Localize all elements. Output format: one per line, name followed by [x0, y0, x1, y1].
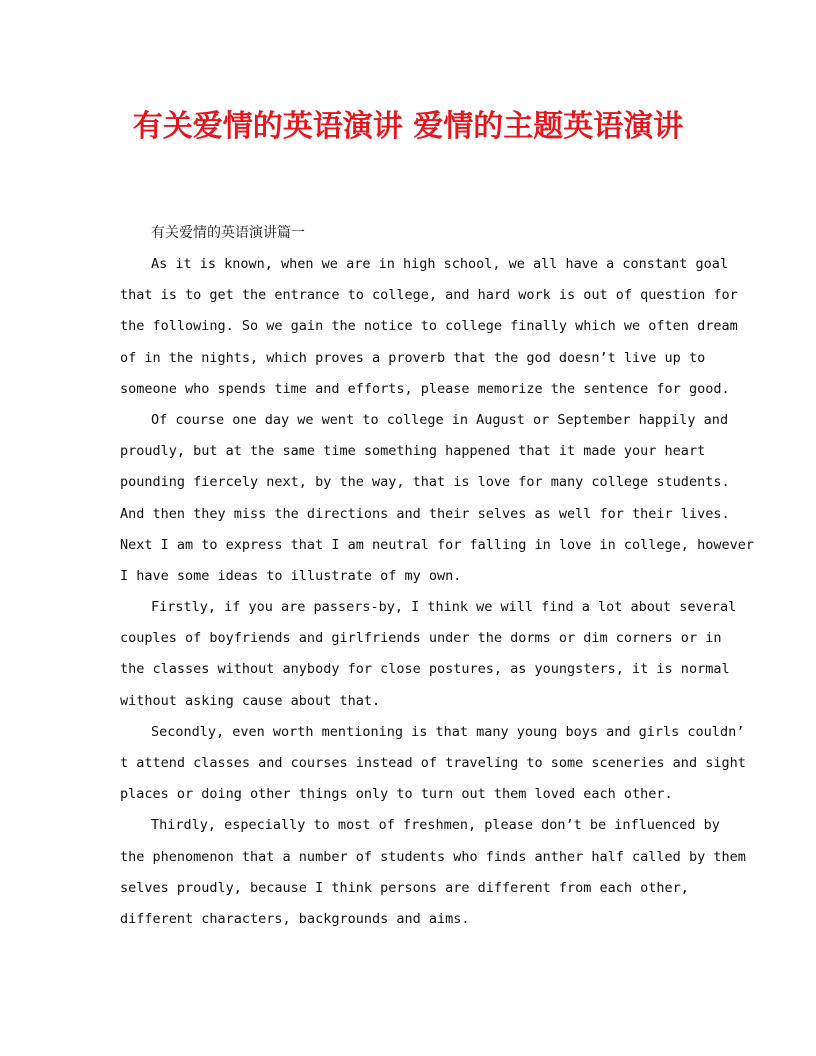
text-line: And then they miss the directions and their selves as well for their lives. [120, 505, 730, 522]
text-line: proudly, but at the same time something happened that it made your heart [120, 443, 706, 460]
paragraph-5 [120, 810, 746, 935]
text-line: Secondly, even worth mentioning is that many young boys and girls couldn’ [151, 723, 745, 740]
text-line: Firstly, if you are passers-by, I think we will find a lot about several [151, 599, 737, 616]
paragraph-1 [120, 249, 738, 405]
text-line: selves proudly, because I think persons are different from each other, [120, 879, 689, 896]
text-line: I have some ideas to illustrate of my own. [120, 567, 462, 584]
text-line: Of course one day we went to college in August or September happily and [151, 411, 729, 428]
paragraph-2 [120, 405, 754, 592]
paragraph-3 [120, 592, 737, 717]
section-heading: 有关爱情的英语演讲篇一 [151, 225, 305, 241]
text-line: Thirdly, especially to most of freshmen, please don’t be influenced by [151, 817, 720, 834]
text-line: pounding fiercely next, by the way, that is love for many college students. [120, 474, 730, 491]
document-body [120, 218, 754, 935]
text-line: places or doing other things only to turn out them loved each other. [120, 786, 673, 803]
text-line: t attend classes and courses instead of traveling to some sceneries and sight [120, 755, 746, 771]
text-line: the following. So we gain the notice to college finally which we often dream [120, 318, 738, 335]
text-line: someone who spends time and efforts, please memorize the sentence for good. [120, 380, 730, 397]
text-line: of in the nights, which proves a proverb that the god doesn’t live up to [120, 349, 706, 366]
paragraph-4 [120, 717, 746, 811]
text-line: the classes without anybody for close postures, as youngsters, it is normal [120, 661, 730, 678]
text-line: Next I am to express that I am neutral for falling in love in college, however [120, 536, 754, 553]
text-line: that is to get the entrance to college, and hard work is out of question for [120, 287, 738, 304]
text-line: the phenomenon that a number of students who finds anther half called by them [120, 848, 746, 865]
document-title: 有关爱情的英语演讲 爱情的主题英语演讲 [132, 109, 684, 144]
text-line: couples of boyfriends and girlfriends under the dorms or dim corners or in [120, 630, 722, 647]
text-line: different characters, backgrounds and aims. [120, 910, 470, 927]
text-line: As it is known, when we are in high school, we all have a constant goal [151, 256, 729, 272]
text-line: without asking cause about that. [120, 692, 381, 709]
